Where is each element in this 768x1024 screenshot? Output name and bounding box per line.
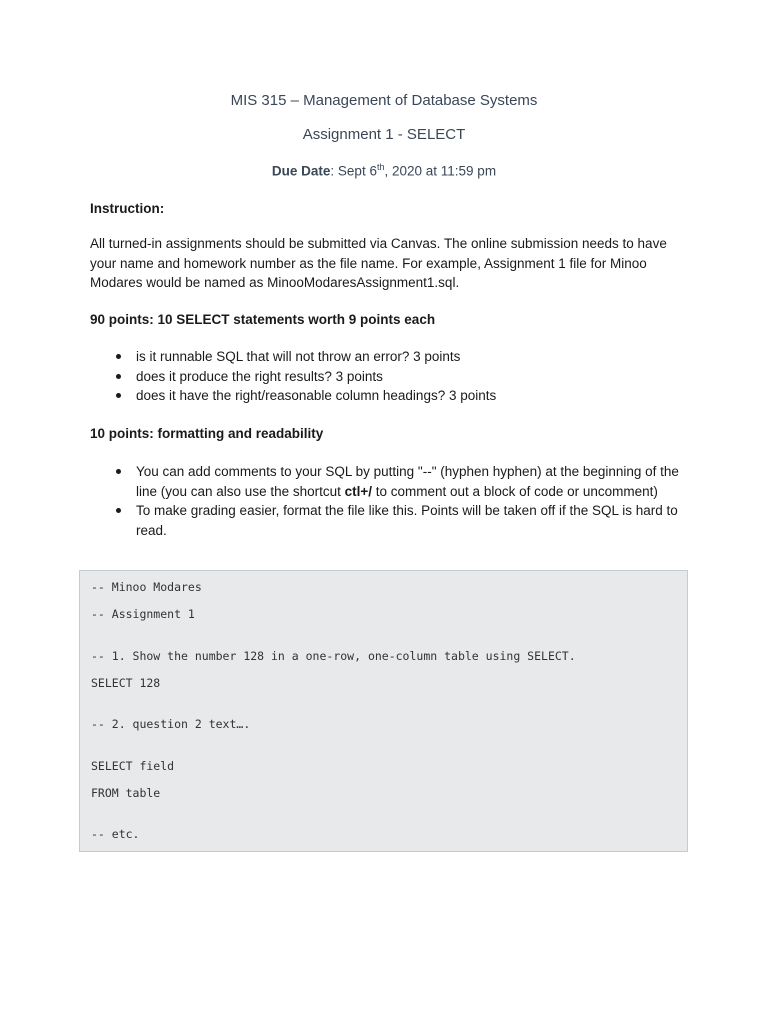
- code-line: -- etc.: [91, 827, 140, 841]
- list-item: does it have the right/reasonable column headings? 3 points: [90, 386, 680, 406]
- code-line: SELECT 128: [91, 676, 161, 690]
- section-90-bullet-list: [90, 347, 680, 406]
- code-line: FROM table: [91, 786, 161, 800]
- code-sample-box: [79, 570, 688, 852]
- code-line: -- Minoo Modares: [91, 580, 202, 594]
- shortcut-text: ctl+/: [344, 483, 373, 499]
- bullet-text-pre: You can add comments to your SQL by putting "--" (hyphen hyphen) at the beginning of the line (you can also use the shortcut: [136, 464, 679, 499]
- list-item: To make grading easier, format the file like this. Points will be taken off if the SQL is hard to read.: [90, 501, 680, 540]
- section-10-bullet-list: [90, 462, 680, 540]
- code-line: -- Assignment 1: [91, 607, 195, 621]
- code-line: -- 2. question 2 text….: [91, 717, 251, 731]
- list-item: [90, 462, 680, 501]
- due-date-line: [0, 162, 768, 179]
- section-90-heading: 90 points: 10 SELECT statements worth 9 points each: [90, 312, 436, 327]
- section-10-heading: 10 points: formatting and readability: [90, 426, 324, 441]
- course-title: MIS 315 – Management of Database Systems: [230, 92, 538, 109]
- due-date-label: Due Date: [271, 163, 331, 179]
- list-item: is it runnable SQL that will not throw an error? 3 points: [90, 347, 680, 367]
- instruction-heading: Instruction:: [90, 201, 165, 216]
- instruction-paragraph: All turned-in assignments should be submitted via Canvas. The online submission needs to have your name and homework number as the file name. For example, Assignment 1 file for Minoo Modares would be named as MinooModaresAssignment1.sql.: [90, 236, 667, 290]
- code-line: SELECT field: [91, 759, 175, 773]
- code-line: -- 1. Show the number 128 in a one-row, one-column table using SELECT.: [91, 649, 576, 663]
- list-item: does it produce the right results? 3 points: [90, 367, 680, 387]
- assignment-title: Assignment 1 - SELECT: [302, 126, 466, 143]
- bullet-text-post: to comment out a block of code or uncomment): [372, 483, 658, 499]
- due-date-suffix: , 2020 at 11:59 pm: [384, 163, 497, 179]
- due-date-sup: th: [376, 162, 385, 172]
- due-date-prefix: : Sept 6: [330, 163, 377, 179]
